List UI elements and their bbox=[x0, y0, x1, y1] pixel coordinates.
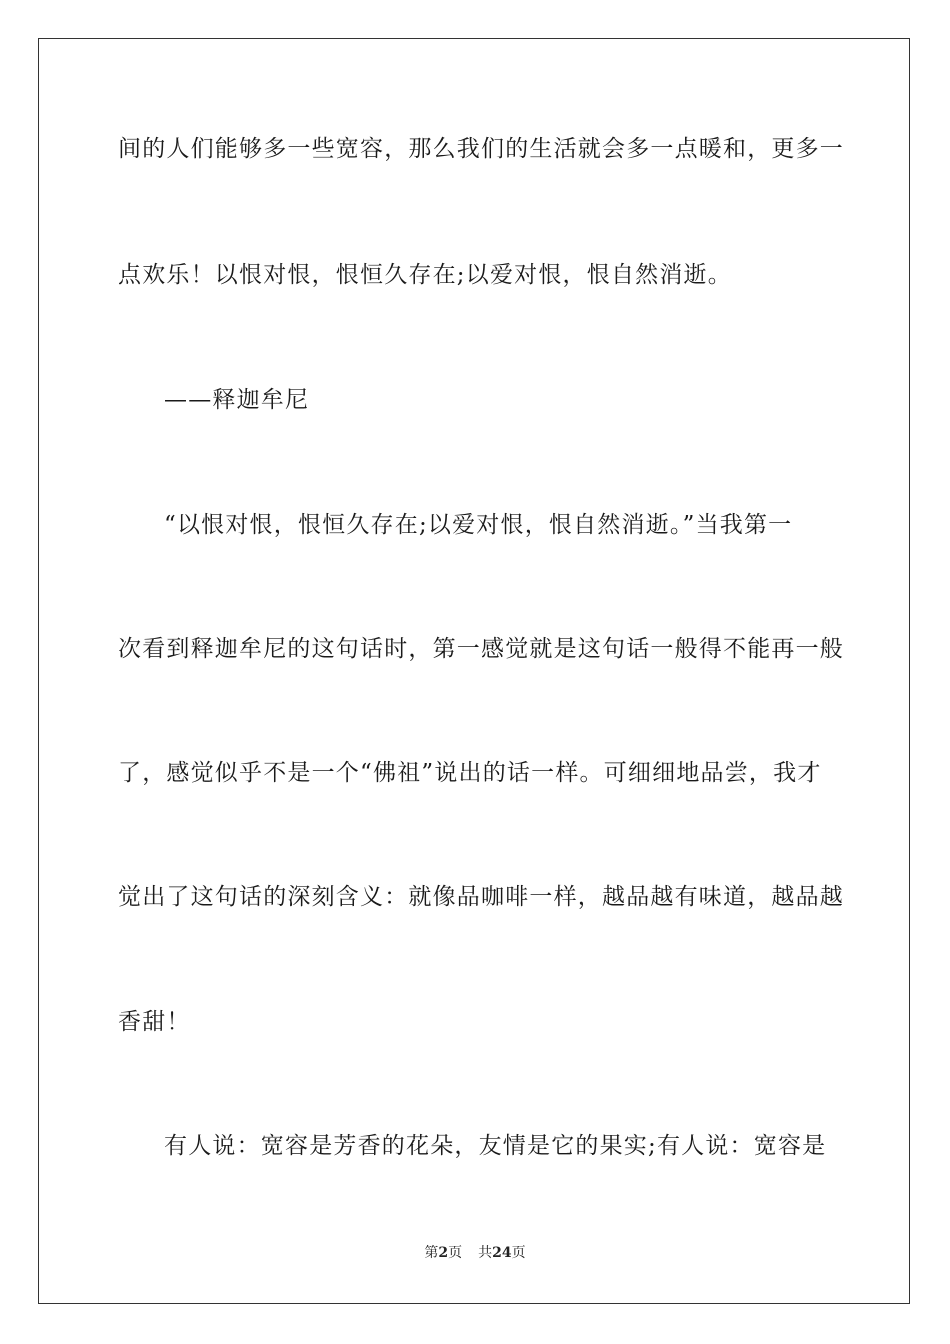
body-text-line: 了，感觉似乎不是一个“佛祖”说出的话一样。可细细地品尝，我才 bbox=[118, 760, 822, 786]
body-text-line: 点欢乐！以恨对恨，恨恒久存在;以爱对恨，恨自然消逝。 bbox=[118, 262, 732, 288]
paragraph-start: 有人说：宽容是芳香的花朵，友情是它的果实;有人说：宽容是 bbox=[164, 1133, 827, 1159]
body-text-line: 间的人们能够多一些宽容，那么我们的生活就会多一点暖和，更多一 bbox=[118, 136, 844, 162]
total-pages: 24 bbox=[492, 1245, 512, 1261]
body-text-line: 次看到释迦牟尼的这句话时，第一感觉就是这句话一般得不能再一般 bbox=[118, 636, 844, 662]
page-border bbox=[38, 38, 910, 1304]
page-footer bbox=[0, 1243, 950, 1263]
quote-attribution: ——释迦牟尼 bbox=[164, 387, 310, 413]
page-number: 2 bbox=[438, 1245, 449, 1261]
total-suffix: 页 bbox=[511, 1245, 526, 1261]
page-suffix: 页 bbox=[448, 1245, 463, 1261]
paragraph-start: “以恨对恨，恨恒久存在;以爱对恨，恨自然消逝。”当我第一 bbox=[164, 512, 793, 538]
body-text-line: 觉出了这句话的深刻含义：就像品咖啡一样，越品越有味道，越品越 bbox=[118, 884, 844, 910]
total-prefix: 共 bbox=[478, 1245, 493, 1261]
page-prefix: 第 bbox=[424, 1245, 439, 1261]
body-text-line: 香甜！ bbox=[118, 1009, 191, 1035]
